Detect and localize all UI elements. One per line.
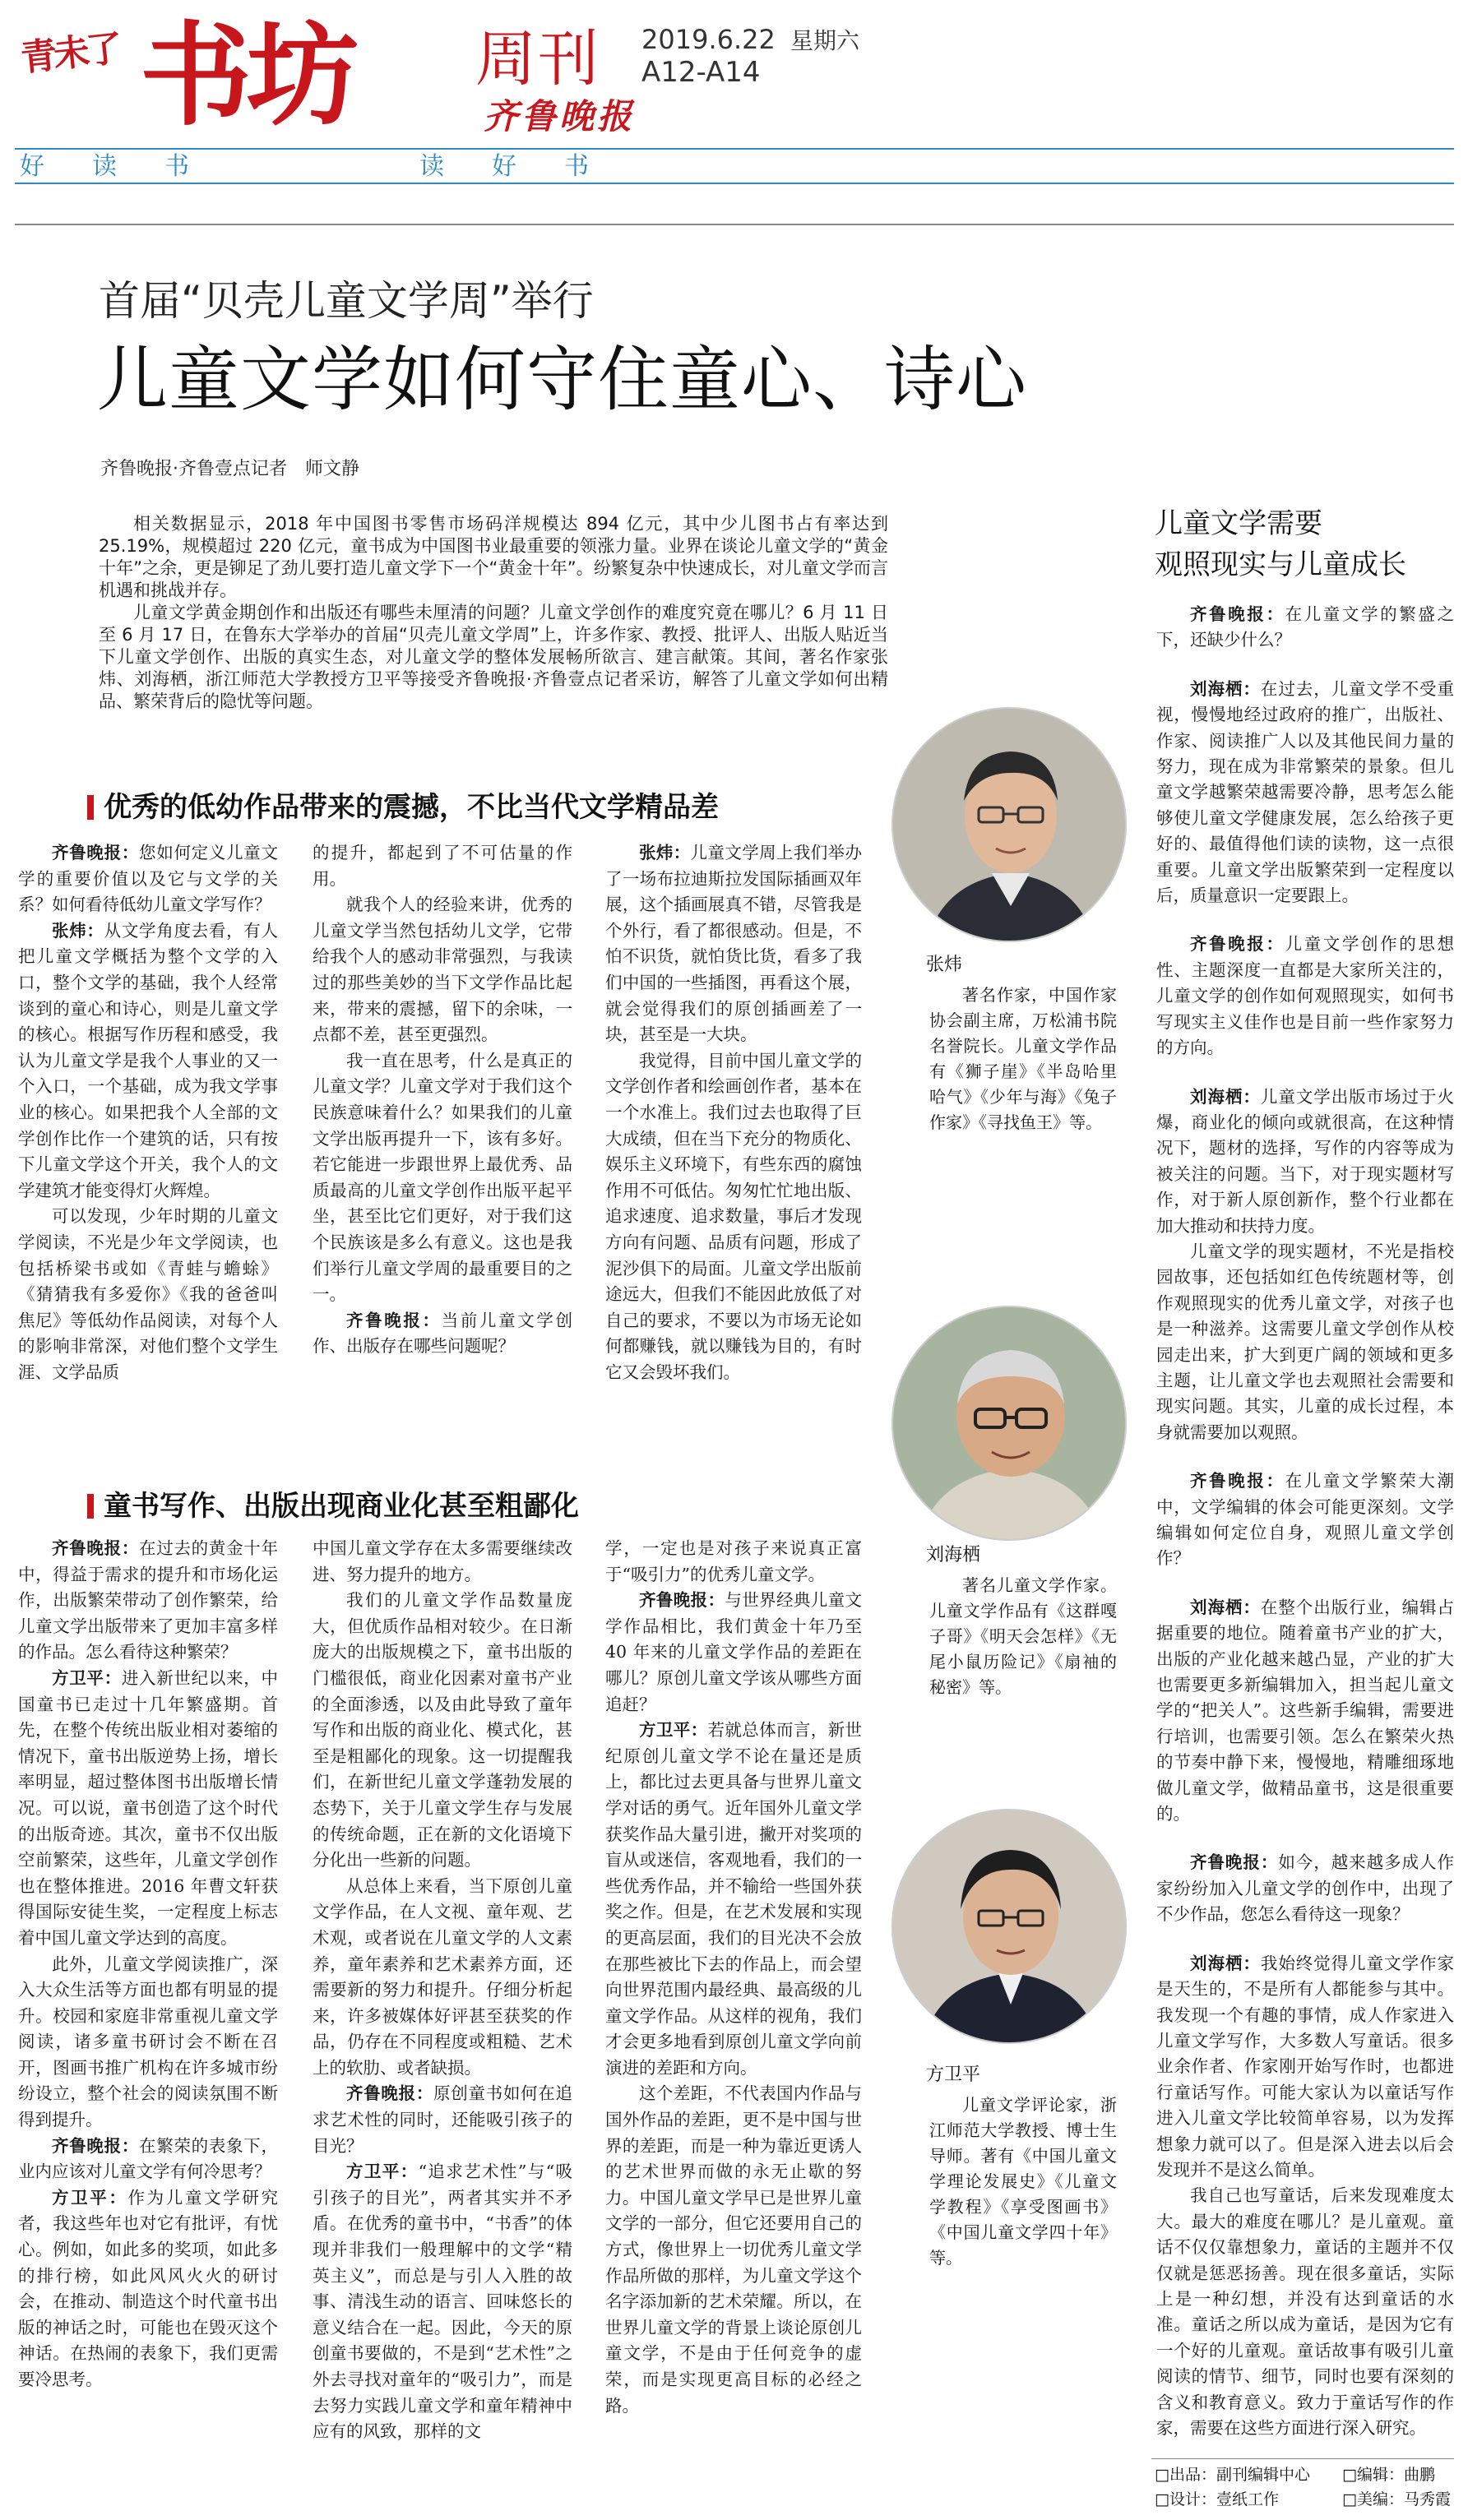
speaker-label: 刘海栖： [1190,1597,1261,1617]
slogan-bar [15,148,1454,184]
profile-bio: 著名儿童文学作家。儿童文学作品有《这群嘎子哥》《明天会怎样》《无尾小鼠历险记》《扇袖的秘密》等。 [929,1575,1117,1697]
paragraph-text: 作为儿童文学研究者，我这些年也对它有批评，有忧心。例如，如此多的奖项，如此多的排行榜，如此风风火火的研讨会，在推动、制造这个时代童书出版的神话之时，可能也在毁灭这个神话。在热闹的表象下，我们更需要冷思考。 [18,2187,278,2389]
paragraph-text: 您如何定义儿童文学的重要价值以及它与文学的关系？如何看待低幼儿童文学写作？ [18,843,278,915]
speaker-label: 方卫平： [346,2162,419,2182]
paragraph-text: 儿童文学出版市场过于火爆，商业化的倾向或就很高，在这种情况下，题材的选择，写作的内容等成为被关注的问题。当下，对于现实题材写作，对于新人原创新作，整个行业都在加大推动和扶持力度。 [1156,1086,1454,1236]
paragraph-text: 这个差距，不代表国内作品与国外作品的差距，更不是中国与世界的差距，而是一种为靠近更诱人的艺术世界而做的永无止歇的努力。中国儿童文学早已是世界儿童文学的一部分，但它还要用自己的方式，像世界上一切优秀儿童文学作品所做的那样，为儿童文学这个名字添加新的艺术荣耀。所以，在世界儿童文学的背景上谈论原创儿童文学，不是由于任何竞争的虚荣，而是实现更高目标的必经之路。 [605,2083,862,2416]
speaker-label: 齐鲁晚报： [1190,1852,1279,1873]
speaker-label: 齐鲁晚报： [1190,934,1285,955]
sidebar-title-line2: 观照现实与儿童成长 [1155,548,1406,581]
paragraph-text: 当前儿童文学创作、出版存在哪些问题呢？ [313,1310,572,1357]
portrait-fangweiping-image [893,1810,1127,2044]
paragraph-text: 学，一定也是对孩子来说真正富于“吸引力”的优秀儿童文学。 [605,1538,862,1584]
speaker-label: 张炜： [639,843,691,862]
credit-proofreader: □美编：马秀霞 [1342,2490,1451,2508]
speaker-label: 刘海栖： [1190,1086,1261,1107]
paragraph-text: 在过去的黄金十年中，得益于需求的提升和市场化运作，出版繁荣带动了创作繁荣，给儿童文学出版带来了更加丰富多样的作品。怎么看待这种繁荣？ [18,1538,278,1662]
section1-column-3 [605,840,862,1421]
speaker-label: 刘海栖： [1190,678,1261,699]
paragraph-text: 儿童文学周上我们举办了一场布拉迪斯拉发国际插画双年展，这个插画展真不错，尽管我是个外行，看了都很感动。但是，不怕不识货，就怕货比货，看多了我们中国的一些插图，再看这个展，就会觉得我们的原创插画差了一块，甚至是一大块。 [605,843,862,1045]
issue-weekday: 星期六 [790,27,860,54]
logo-qingweiliao [19,27,136,123]
profile-zhangwei [926,952,1117,1135]
section2-column-3 [605,1536,862,2485]
profile-name: 方卫平 [926,2065,981,2085]
sidebar-column [1156,602,1454,2463]
paragraph-text: 若就总体而言，新世纪原创儿童文学不论在量还是质上，都比过去更具备与世界儿童文学对话的勇气。近年国外儿童文学获奖作品大量引进，撇开对奖项的盲从或迷信，客观地看，我们的一些优秀作品，并不输给一些国外获奖之作。但是，在艺术发展和实现的更高层面，我们的目光决不会放在那些被比下去的作品上，而会望向世界范围内最经典、最高级的儿童文学作品。从这样的视角，我们才会更多地看到原创儿童文学向前演进的差距和方向。 [605,1720,862,2078]
section1-title: 优秀的低幼作品带来的震撼，不比当代文学精品差 [104,791,719,824]
sidebar-title [1155,503,1406,585]
paragraph-text: 在繁荣的表象下，业内应该对儿童文学有何冷思考？ [18,2135,278,2182]
masthead-date [641,23,859,58]
profile-bio: 著名作家，中国作家协会副主席，万松浦书院名誉院长。儿童文学作品有《狮子崖》《半岛哈里哈气》《少年与海》《兔子作家》《寻找鱼王》等。 [929,985,1117,1132]
paragraph-text: 我始终觉得儿童文学作家是天生的，不是所有人都能参与其中。我发现一个有趣的事情，成人作家进入儿童文学写作，大多数人写童话。很多业余作者、作家刚开始写作时，也都进行童话写作。可能大家认为以童话写作进入儿童文学比较简单容易，以为发挥想象力就可以了。但是深入进去以后会发现并不是这么简单。 [1156,1953,1454,2180]
paragraph-text: 如今，越来越多成人作家纷纷加入儿童文学的创作中，出现了不少作品，您怎么看待这一现象？ [1156,1852,1454,1925]
masthead-paper: 齐鲁晚报 [484,96,636,136]
speaker-label: 方卫平： [52,2187,128,2208]
section-marker [87,795,94,820]
paragraph-text: 在儿童文学的繁盛之下，还缺少什么？ [1156,604,1454,650]
slogan-right: 读 好 书 [419,152,600,181]
section2-heading [87,1488,910,1524]
paragraph-text: 中国儿童文学存在太多需要继续改进、努力提升的地方。 [313,1538,572,1584]
speaker-label: 张炜： [52,920,104,941]
credit-designer: □设计：壹纸工作 [1155,2490,1279,2508]
speaker-label: 刘海栖： [1190,1953,1261,1973]
speaker-label: 齐鲁晚报： [346,2083,434,2104]
paragraph-text: 就我个人的经验来讲，优秀的儿童文学当然包括幼儿文学，它带给我个人的感动非常强烈，与我读过的那些美妙的当下文学作品比起来，带来的震撼，留下的余味，一点都不差，甚至更强烈。 [313,895,572,1045]
speaker-label: 齐鲁晚报： [1190,1471,1285,1491]
headline-kicker: 首届“贝壳儿童文学周”举行 [99,277,594,325]
speaker-label: 齐鲁晚报： [639,1590,725,1611]
paragraph-text: 在儿童文学繁荣大潮中，文学编辑的体会可能更深刻。文学编辑如何定位自身，观照儿童文学创作？ [1156,1471,1454,1569]
section1-heading [87,789,910,825]
headline-title: 儿童文学如何守住童心、诗心 [97,339,1027,421]
slogan-left: 好 读 书 [20,152,201,181]
masthead-pages: A12-A14 [641,56,761,89]
paragraph-text: 儿童文学创作的思想性、主题深度一直都是大家所关注的，儿童文学的创作如何观照现实，如何书写现实主义佳作也是目前一些作家努力的方向。 [1156,934,1454,1058]
speaker-label: 齐鲁晚报： [1190,604,1285,624]
paragraph-text: 我自己也写童话，后来发现难度太大。最大的难度在哪儿？是儿童观。童话不仅仅靠想象力，童话的主题并不仅仅就是惩恶扬善。现在很多童话，实际上是一种幻想，并没有达到童话的水准。童话之所以成为童话，是因为它有一个好的儿童观。童话故事有吸引儿童阅读的情节、细节，同时也要有深刻的含义和教育意义。致力于童话写作的作家，需要在这些方面进行深入研究。 [1156,2185,1454,2438]
intro-paragraph: 儿童文学黄金期创作和出版还有哪些未厘清的问题？儿童文学创作的难度究竟在哪儿？6 月 11 日至 6 月 17 日，在鲁东大学举办的首届“贝壳儿童文学周”上，许多作家、教授、批评人、出版人贴近当下儿童文学创作、出版的真实生态，对儿童文学的整体发展畅所欲言、建言献策。其间，著名作家张炜、刘海栖，浙江师范大学教授方卫平等接受齐鲁晚报·齐鲁壹点记者采访，解答了儿童文学如何出精品、繁荣背后的隐忧等问题。 [99,603,888,711]
credits-divider [1151,2458,1454,2459]
section2-column-2 [313,1536,572,2485]
paragraph-text: 在过去，儿童文学不受重视，慢慢地经过政府的推广，出版社、作家、阅读推广人以及其他民间力量的努力，现在成为非常繁荣的景象。但儿童文学越繁荣越需要冷静，思考怎么能够使儿童文学健康发展，怎么给孩子更好的、最值得他们读的读物，这一点很重要。儿童文学出版繁荣到一定程度以后，质量意识一定要跟上。 [1156,678,1454,906]
section2-title: 童书写作、出版出现商业化甚至粗鄙化 [104,1490,579,1523]
portrait-fangweiping [891,1809,1127,2044]
paragraph-text: 我们的儿童文学作品数量庞大，但优质作品相对较少。在日渐庞大的出版规模之下，童书出版的门槛很低，商业化因素对童书产业的全面渗透，以及由此导致了童年写作和出版的商业化、模式化，甚至是粗鄙化的现象。这一切提醒我们，在新世纪儿童文学蓬勃发展的态势下，关于儿童文学生存与发展的传统命题，正在新的文化语境下分化出一些新的问题。 [313,1590,572,1870]
paragraph-text: 可以发现，少年时期的儿童文学阅读，不光是少年文学阅读，也包括桥梁书或如《青蛙与蟾蜍》《猜猜我有多爱你》《我的爸爸叫焦尼》等低幼作品阅读，对每个人的影响非常深，对他们整个文学生涯、文学品质 [18,1206,278,1382]
speaker-label: 方卫平： [639,1720,708,1741]
portrait-zhangwei [891,707,1127,942]
intro-paragraph: 相关数据显示，2018 年中国图书零售市场码洋规模达 894 亿元，其中少儿图书占有率达到 25.19%，规模超过 220 亿元，童书成为中国图书业最重要的领涨力量。业界在谈论儿童文学的“黄金十年”之余，更是铆足了劲儿要打造儿童文学下一个“黄金十年”。纷繁复杂中快速成长，对儿童文学而言机遇和挑战并存。 [99,514,888,600]
logo-text: 青未了 [18,27,122,80]
section-marker [87,1494,94,1519]
paragraph-text: 儿童文学的现实题材，不光是指校园故事，还包括如红色传统题材等，创作观照现实的优秀儿童文学，对孩子也是一种滋养。这需要儿童文学创作从校园走出来，扩大到更广阔的领域和更多主题，让儿童文学也去观照社会需要和现实问题。其实，儿童的成长过程，本身就需要加以观照。 [1156,1241,1454,1442]
speaker-label: 齐鲁晚报： [52,843,140,862]
paragraph-text: 的提升，都起到了不可估量的作用。 [313,843,572,889]
section1-column-1 [18,840,278,1421]
issue-date: 2019.6.22 [641,24,776,55]
profile-liuhaiqi [926,1542,1117,1700]
paragraph-text: 此外，儿童文学阅读推广，深入大众生活等方面也都有明显的提升。校园和家庭非常重视儿童文学阅读，诸多童书研讨会不断在召开，图画书推广机构在许多城市纷纷设立，整个社会的阅读氛围不断得到提升。 [18,1954,278,2130]
portrait-zhangwei-image [893,709,1127,942]
masthead-weekly: 周刊 [475,24,600,95]
paragraph-text: 我觉得，目前中国儿童文学的文学创作者和绘画创作者，基本在一个水准上。我们过去也取得了巨大成绩，但在当下充分的物质化、娱乐主义环境下，有些东西的腐蚀作用不可低估。匆匆忙忙地出版、追求速度、追求数量，事后才发现方向有问题、品质有问题，形成了泥沙俱下的局面。儿童文学出版前途远大，但我们不能因此放低了对自己的要求，不要以为市场无论如何都赚钱，就以赚钱为目的，有时它又会毁坏我们。 [605,1050,862,1382]
profile-fangweiping [926,2062,1117,2271]
masthead-title: 书坊 [140,12,354,141]
credit-producer: □出品：副刊编辑中心 [1155,2466,1310,2484]
speaker-label: 方卫平： [52,1667,122,1688]
sidebar-title-line1: 儿童文学需要 [1155,507,1322,540]
profile-name: 刘海栖 [926,1545,981,1565]
paragraph-text: 从文学角度去看，有人把儿童文学概括为整个文学的入口，整个文学的基础，我个人经常谈到的童心和诗心，则是儿童文学的核心。根据写作历程和感受，我认为儿童文学是我个人事业的又一个入口，一个基础，成为我文学事业的核心。如果把我个人全部的文学创作比作一个建筑的话，只有按下儿童文学这个开关，我个人的文学建筑才能变得灯火辉煌。 [18,920,278,1200]
paragraph-text: 我一直在思考，什么是真正的儿童文学？儿童文学对于我们这个民族意味着什么？如果我们的儿童文学出版再提升一下，该有多好。若它能进一步跟世界上最优秀、品质最高的儿童文学创作出版平起平坐，甚至比它们更好，对于我们这个民族该是多么有意义。这也是我们举行儿童文学周的最重要目的之一。 [313,1050,572,1305]
article-intro [99,513,888,747]
credit-editor: □编辑：曲鹏 [1342,2466,1435,2484]
paragraph-text: 进入新世纪以来，中国童书已走过十几年繁盛期。首先，在整个传统出版业相对萎缩的情况下，童书出版逆势上扬，增长率明显，超过整体图书出版增长情况。可以说，童书创造了这个时代的出版奇迹。其次，童书不仅出版空前繁荣，这些年，儿童文学创作也在整体推进。2016 年曹文轩获得国际安徒生奖，一定程度上标志着中国儿童文学达到的高度。 [18,1667,278,1948]
portrait-liuhaiqi-image [893,1307,1127,1541]
speaker-label: 齐鲁晚报： [52,1538,140,1558]
paragraph-text: 原创童书如何在追求艺术性的同时，还能吸引孩子的目光？ [313,2083,572,2156]
section1-column-2 [313,840,572,1421]
masthead [0,0,1468,189]
portrait-liuhaiqi [891,1306,1127,1541]
paragraph-text: 从总体上来看，当下原创儿童文学作品，在人文视、童年观、艺术观，或者说在儿童文学的人文素养，童年素养和艺术素养方面，还需要新的努力和提升。仔细分析起来，许多被媒体好评甚至获奖的作品，仍存在不同程度或粗糙、艺术上的软肋、或者缺损。 [313,1875,572,2078]
paragraph-text: “追求艺术性”与“吸引孩子的目光”，两者其实并不矛盾。在优秀的童书中，“书香”的体现并非我们一般理解中的文学“精英主义”，而总是与引人入胜的故事、清浅生动的语言、回味悠长的意义结合在一起。因此，今天的原创童书要做的，不是到“艺术性”之外去寻找对童年的“吸引力”，而是去努力实践儿童文学和童年精神中应有的风致，那样的文 [313,2162,572,2442]
speaker-label: 齐鲁晚报： [346,1310,442,1330]
profile-name: 张炜 [926,955,963,975]
section2-column-1 [18,1536,278,2485]
masthead-divider [15,224,1454,225]
headline-byline: 齐鲁晚报·齐鲁壹点记者 师文静 [100,459,359,479]
profile-bio: 儿童文学评论家，浙江师范大学教授、博士生导师。著有《中国儿童文学理论发展史》《儿童文学教程》《享受图画书》《中国儿童文学四十年》等。 [929,2095,1117,2268]
paragraph-text: 在整个出版行业，编辑占据重要的地位。随着童书产业的扩大，出版的产业化越来越凸显，产业的扩大也需要更多新编辑加入，担当起儿童文学的“把关人”。这些新手编辑，需要进行培训，也需要引领。怎么在繁荣火热的节奏中静下来，慢慢地，精雕细琢地做儿童文学，做精品童书，这是很重要的。 [1156,1597,1454,1824]
speaker-label: 齐鲁晚报： [52,2135,140,2156]
paragraph-text: 与世界经典儿童文学作品相比，我们黄金十年乃至 40 年来的儿童文学作品的差距在哪儿？原创儿童文学该从哪些方面追赶？ [605,1590,862,1714]
